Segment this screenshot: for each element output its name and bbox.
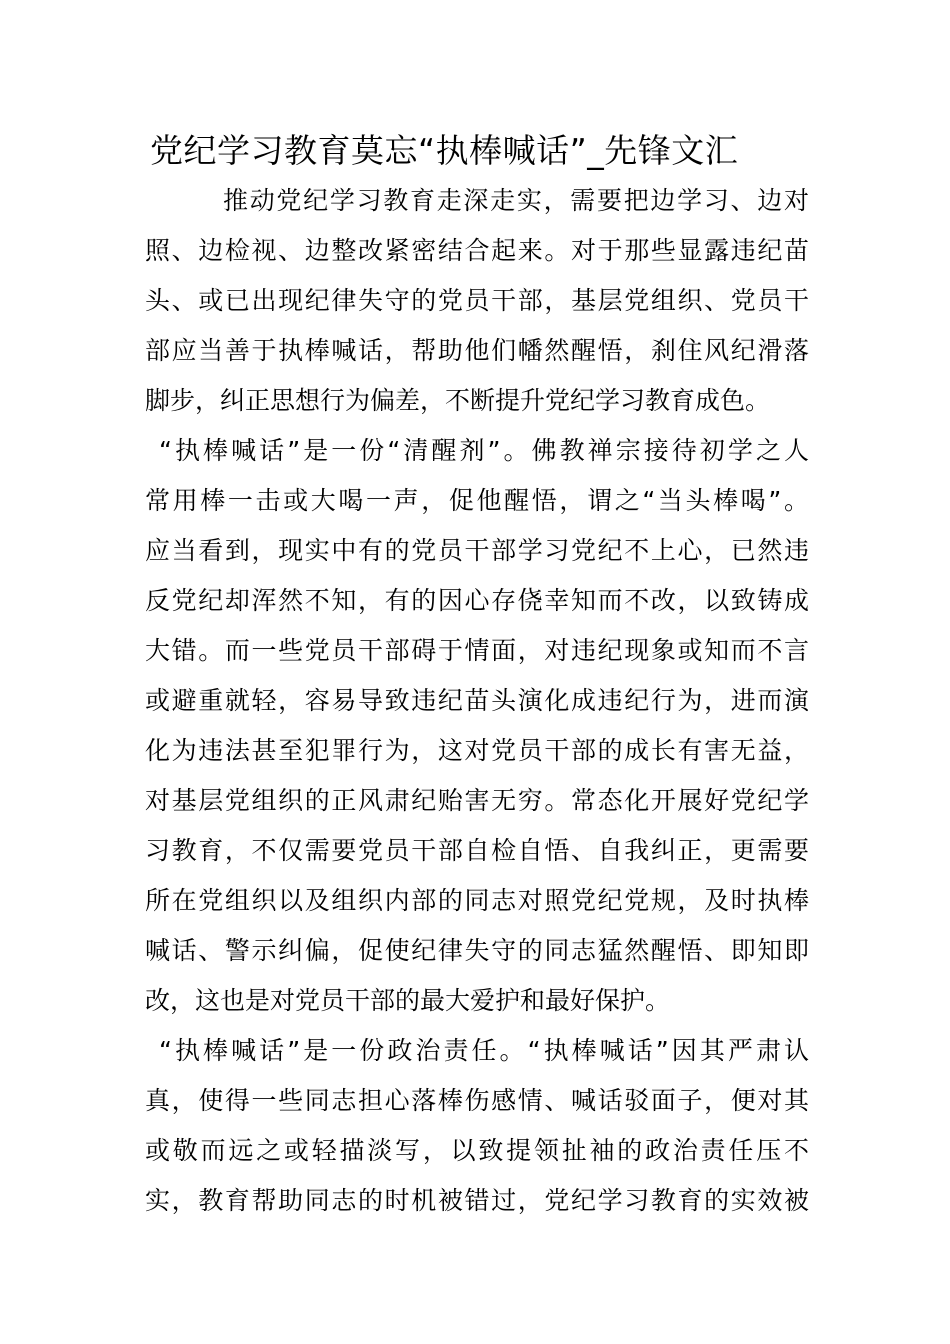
- paragraph-1-line-3: 头、或已出现纪律失守的党员干部，基层党组织、党员干: [145, 286, 809, 315]
- paragraph-2-line-10: 所在党组织以及组织内部的同志对照党纪党规，及时执棒: [145, 886, 809, 915]
- paragraph-2-line-4: 反党纪却浑然不知，有的因心存侥幸知而不改，以致铸成: [145, 586, 809, 615]
- paragraph-2-line-2: 常用棒一击或大喝一声，促他醒悟，谓之“当头棒喝”。: [145, 486, 809, 515]
- paragraph-2-line-9: 习教育，不仅需要党员干部自检自悟、自我纠正，更需要: [145, 836, 809, 865]
- paragraph-2-line-11: 喊话、警示纠偏，促使纪律失守的同志猛然醒悟、即知即: [145, 936, 809, 965]
- paragraph-3-line-1: “执棒喊话”是一份政治责任。“执棒喊话”因其严肃认: [159, 1036, 809, 1065]
- paragraph-3-line-3: 或敬而远之或轻描淡写，以致提领扯袖的政治责任压不: [145, 1136, 809, 1165]
- paragraph-1-line-1: 推动党纪学习教育走深走实，需要把边学习、边对: [223, 186, 809, 215]
- document-body: [145, 176, 809, 1226]
- paragraph-1-line-4: 部应当善于执棒喊话，帮助他们幡然醒悟，刹住风纪滑落: [145, 336, 809, 365]
- paragraph-2-line-6: 或避重就轻，容易导致违纪苗头演化成违纪行为，进而演: [145, 686, 809, 715]
- paragraph-1-line-2: 照、边检视、边整改紧密结合起来。对于那些显露违纪苗: [145, 236, 809, 265]
- paragraph-2-line-12: 改，这也是对党员干部的最大爱护和最好保护。: [145, 986, 671, 1015]
- paragraph-2-line-8: 对基层党组织的正风肃纪贻害无穷。常态化开展好党纪学: [145, 786, 809, 815]
- paragraph-3-line-2: 真，使得一些同志担心落棒伤感情、喊话驳面子，便对其: [145, 1086, 809, 1115]
- paragraph-2-line-7: 化为违法甚至犯罪行为，这对党员干部的成长有害无益，: [145, 736, 809, 765]
- paragraph-2-line-3: 应当看到，现实中有的党员干部学习党纪不上心，已然违: [145, 536, 809, 565]
- paragraph-2-line-5: 大错。而一些党员干部碍于情面，对违纪现象或知而不言: [145, 636, 809, 665]
- paragraph-3-line-4: 实，教育帮助同志的时机被错过，党纪学习教育的实效被: [145, 1186, 809, 1215]
- paragraph-2-line-1: “执棒喊话”是一份“清醒剂”。佛教禅宗接待初学之人: [159, 436, 809, 465]
- document-title: 党纪学习教育莫忘“执棒喊话”_先锋文汇: [150, 131, 739, 170]
- paragraph-1-line-5: 脚步，纠正思想行为偏差，不断提升党纪学习教育成色。: [145, 386, 771, 415]
